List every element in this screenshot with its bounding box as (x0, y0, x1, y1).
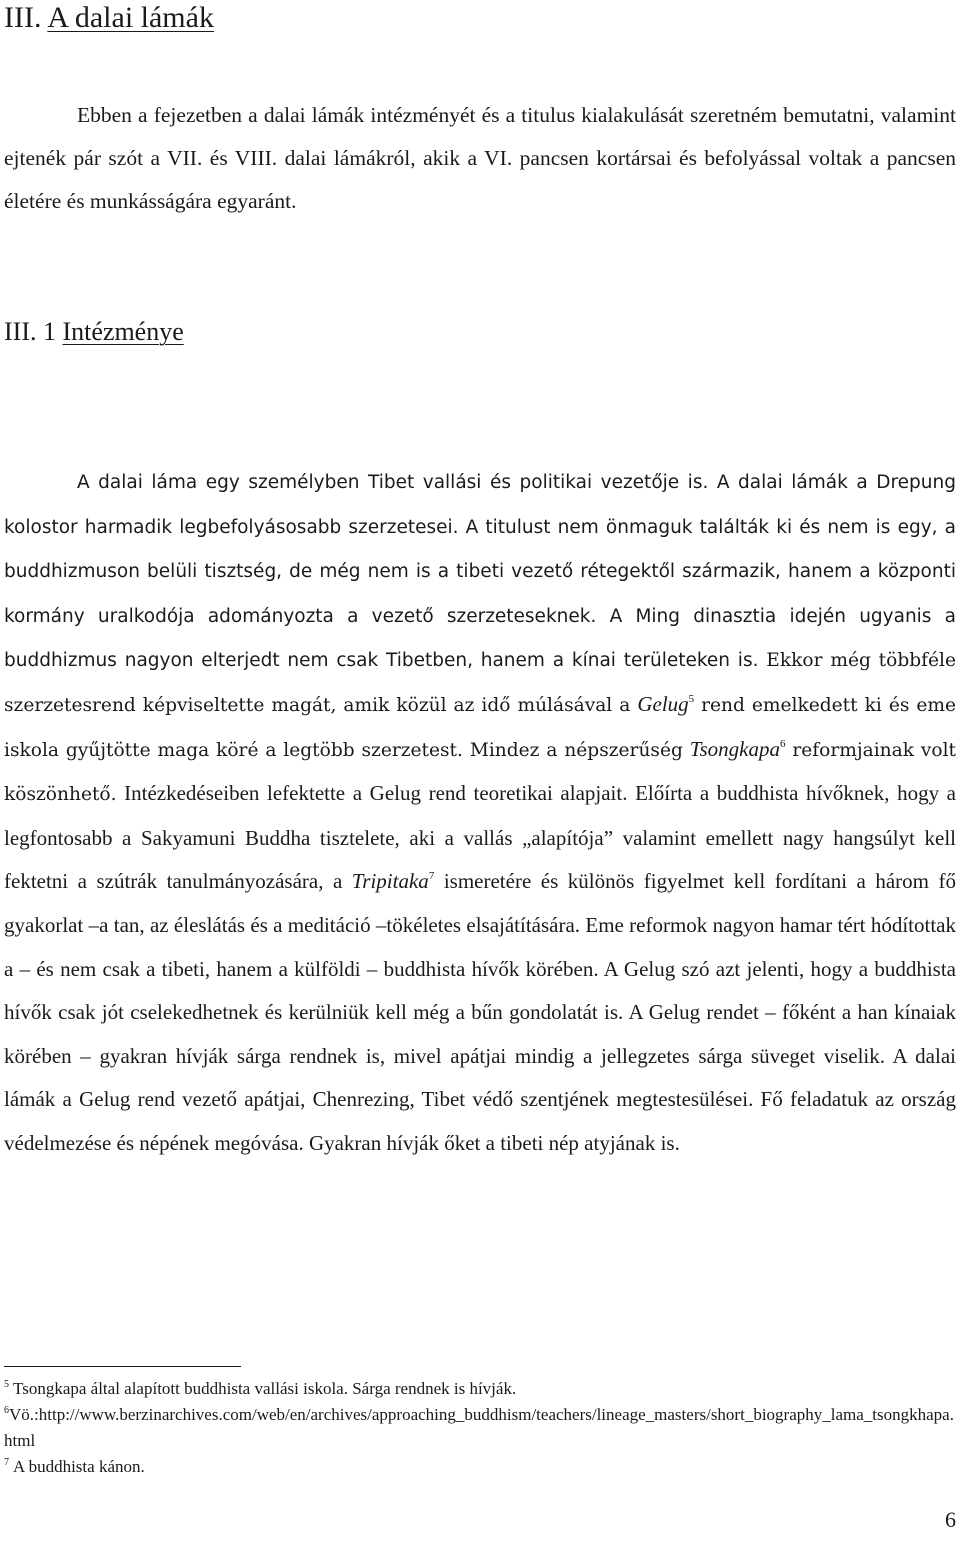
footnote-link[interactable]: Vö.:http://www.berzinarchives.com/web/en/archives/approaching_buddhism/teachers/lineage_masters/short_biography_lama_tsongkhapa.html (4, 1405, 954, 1450)
term-gelug: Gelug (637, 691, 689, 716)
page-number: 6 (945, 1507, 956, 1532)
body-sentence-group-2a: Ekkor még többféle szerzetesrend képviseltette magát, amik közül az idő múlásával a (4, 650, 956, 716)
footnote-mark: 7 (4, 1457, 9, 1468)
footnote-mark: 6 (4, 1405, 9, 1416)
term-tripitaka: Tripitaka (351, 869, 429, 894)
body-sentence-group-1: A dalai láma egy személyben Tibet vallási és politikai vezetője is. A dalai lámák a Drepung kolostor harmadik legbefolyásosabb szerzetesei. A titulust nem önmaguk találták ki és nem is egy, a buddhizmuson belüli tisztség, de még nem is a tibeti vezető rétegektől származik, hanem a központi kormány uralkodója adományozta a vezető szerzeteseknek. A Ming dinasztia idején ugyanis a buddhizmus nagyon elterjedt nem csak Tibetben, hanem a kínai területeken is. (4, 472, 956, 672)
intro-paragraph: Ebben a fejezetben a dalai lámák intézményét és a titulus kialakulását szeretném bemutatni, valamint ejtenék pár szót a VII. és VIII. dalai lámákról, akik a VI. pancsen kortársai és befolyással voltak a pancsen életére és munkásságára egyaránt. (4, 103, 956, 213)
footnote-5 (4, 1376, 956, 1402)
footnote-7 (4, 1454, 956, 1480)
section-name: Intézménye (62, 317, 184, 346)
footnote-ref-6[interactable]: 6 (780, 737, 786, 750)
footnote-divider (4, 1366, 241, 1367)
section-number: III. 1 (4, 317, 56, 346)
footnote-text: A buddhista kánon. (13, 1457, 145, 1476)
body-sentence-group-3b: ismeretére és különös figyelmet kell fordítani a három fő gyakorlat –a tan, az éleslátás és a meditáció –tökéletes elsajátítására. Eme reformok nagyon hamar tért hódítottak a – és nem csak a tibeti, hanem a külföldi – buddhista hívők körében. A Gelug szó azt jelenti, hogy a buddhista hívők csak jót cselekedhetnek és kerülniük kell még a bűn gondolatát is. A Gelug rendet – főként a han kínaiak körében – gyakran hívják sárga rendnek is, mivel apátjai mindig a jellegzetes sárga süveget viselik. A dalai lámák a Gelug rend vezető apátjai, Chenrezing, Tibet védő szentjének megtestesülései. Fő feladatuk az ország védelmezése és népének megóvása. Gyakran hívják őket a tibeti nép atyjának is. (4, 869, 957, 1155)
body-sentence-group-2c: reformjainak volt köszönhető. (4, 739, 956, 806)
footnote-mark: 5 (4, 1379, 9, 1390)
section-title (4, 314, 184, 350)
body-sentence-group-3a: Intézkedéseiben lefektette a Gelug rend teoretikai alapjait. Előírta a buddhista hívőknek, hogy a legfontosabb a Sakyamuni Buddha tisztelete, aki a vallás „alapítója” valamint emellett nagy hangsúlyt kell fektetni a szútrák tanulmányozására, a (4, 781, 956, 894)
footnote-ref-5[interactable]: 5 (688, 692, 695, 705)
body-sentence-group-2b: rend emelkedett ki és eme iskola gyűjtötte maga köré a legtöbb szerzetest. Mindez a népszerűség (4, 694, 957, 761)
footnotes (4, 1376, 956, 1480)
body-paragraph (4, 460, 956, 1166)
footnote-text: Tsongkapa által alapított buddhista vallási iskola. Sárga rendnek is hívják. (13, 1379, 517, 1398)
footnote-6 (4, 1402, 956, 1454)
chapter-number: III. (4, 1, 42, 34)
term-tsongkapa: Tsongkapa (689, 736, 780, 761)
chapter-title (4, 0, 214, 36)
chapter-name: A dalai lámák (47, 1, 214, 34)
footnote-ref-7[interactable]: 7 (428, 870, 435, 883)
